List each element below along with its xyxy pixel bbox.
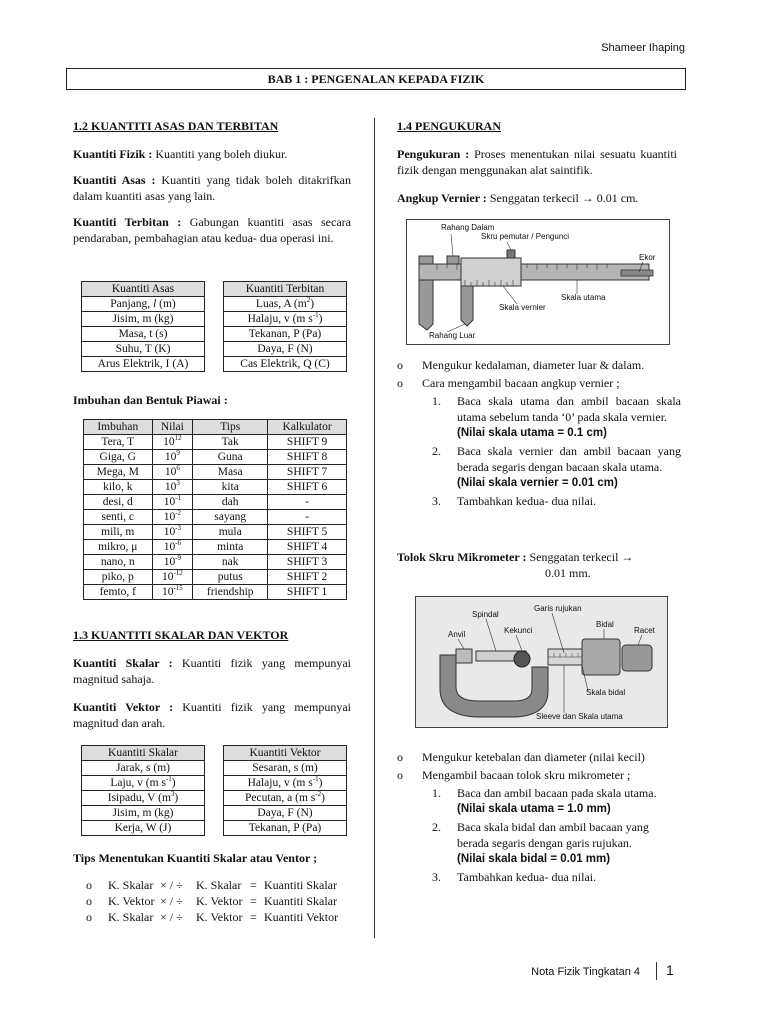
- list-item: o Mengukur ketebalan dan diameter (nilai kecil): [397, 750, 645, 764]
- label-skru: Skru pemutar / Pengunci: [481, 232, 570, 241]
- table-cell: Tera, T: [84, 435, 153, 450]
- imbuhan-heading: Imbuhan dan Bentuk Piawai :: [73, 393, 228, 407]
- table-cell: $10^{-9}$: [152, 555, 193, 570]
- table-cell: Giga, G: [84, 450, 153, 465]
- table-row: [84, 510, 347, 525]
- table-cell: Daya, F (N): [224, 342, 347, 357]
- table-cell: $10^9$: [152, 450, 193, 465]
- table-cell: SHIFT 8: [268, 450, 347, 465]
- table-cell: SHIFT 5: [268, 525, 347, 540]
- table-row: [84, 570, 347, 585]
- section-1-2-heading: 1.2 KUANTITI ASAS DAN TERBITAN: [73, 119, 279, 133]
- table-cell: Daya, F (N): [224, 806, 347, 821]
- table-cell: Pecutan, a (m $s^{-2}$): [224, 791, 347, 806]
- table-row: [84, 495, 347, 510]
- kuantiti-vektor-def: Kuantiti Vektor : Kuantiti fizik yang mempunyai magnitud dan arah.: [73, 700, 351, 730]
- kuantiti-asas-def: Kuantiti Asas : Kuantiti yang tidak boleh ditakrifkan dalam kuantiti asas yang lain.: [73, 173, 351, 203]
- step-note: (Nilai skala utama = 0.1 cm): [457, 427, 607, 439]
- vernier-caliper-illustration: [407, 220, 669, 344]
- label-rahang-luar: Rahang Luar: [429, 331, 476, 340]
- label-garis-rujukan: Garis rujukan: [534, 604, 582, 613]
- table-cell: putus: [193, 570, 268, 585]
- table-header: Kuantiti Terbitan: [224, 282, 347, 297]
- table-cell: piko, p: [84, 570, 153, 585]
- pengukuran-def: Pengukuran : Proses menentukan nilai sesuatu kuantiti fizik dengan menggunakan alat saintifik.: [397, 147, 677, 177]
- tips-heading: Tips Menentukan Kuantiti Skalar atau Ventor ;: [73, 851, 318, 865]
- table-cell: Guna: [193, 450, 268, 465]
- step-item: 3. Tambahkan kedua- dua nilai.: [432, 494, 597, 508]
- table-cell: Suhu, T (K): [82, 342, 205, 357]
- table-row: [84, 540, 347, 555]
- table-cell: $10^{12}$: [152, 435, 193, 450]
- vernier-def: Angkup Vernier : Senggatan terkecil → 0.01 cm.: [397, 191, 639, 205]
- table-cell: Masa: [193, 465, 268, 480]
- table-cell: Isipadu, V $(m^3)$: [82, 791, 205, 806]
- mikrometer-notes: [397, 749, 681, 885]
- step-item: 2. Baca skala vernier dan ambil bacaan yang berada segaris dengan bacaan skala utama.: [432, 444, 681, 474]
- label-anvil: Anvil: [448, 630, 466, 639]
- kuantiti-fizik-def: Kuantiti Fizik : Kuantiti yang boleh diukur.: [73, 147, 288, 161]
- table-cell: SHIFT 7: [268, 465, 347, 480]
- table-cell: Mega, M: [84, 465, 153, 480]
- imbuhan-table: [83, 419, 347, 600]
- chapter-title: BAB 1 : PENGENALAN KEPADA FIZIK: [66, 68, 686, 90]
- table-cell: Jisim, m (kg): [82, 312, 205, 327]
- table-header: Nilai: [152, 420, 193, 435]
- table-cell: Halaju, v (m $s^{-1}$): [224, 312, 347, 327]
- left-column-lower: [73, 627, 351, 731]
- section-1-4-heading: 1.4 PENGUKURAN: [397, 119, 501, 133]
- kuantiti-terbitan-table: [223, 281, 347, 372]
- table-row: [84, 555, 347, 570]
- table-cell: Luas, A $(m^2)$: [224, 297, 347, 312]
- table-header: Imbuhan: [84, 420, 153, 435]
- table-row: [84, 525, 347, 540]
- table-row: [84, 450, 347, 465]
- label-skala-utama: Skala utama: [561, 293, 606, 302]
- table-cell: desi, d: [84, 495, 153, 510]
- step-item: 1. Baca dan ambil bacaan pada skala utama.: [432, 786, 657, 800]
- table-cell: Arus Elektrik, I (A): [82, 357, 205, 372]
- table-row: [84, 465, 347, 480]
- table-cell: Tekanan, P (Pa): [224, 327, 347, 342]
- table-cell: -: [268, 510, 347, 525]
- footer-text: Nota Fizik Tingkatan 4: [531, 966, 640, 978]
- table-row: [84, 480, 347, 495]
- table-cell: Jarak, s (m): [82, 761, 205, 776]
- table-cell: $10^{-15}$: [152, 585, 193, 600]
- label-skala-vernier: Skala vernier: [499, 303, 546, 312]
- section-1-3-heading: 1.3 KUANTITI SKALAR DAN VEKTOR: [73, 628, 289, 642]
- table-cell: mili, m: [84, 525, 153, 540]
- kuantiti-asas-table: [81, 281, 205, 372]
- label-racet: Racet: [634, 626, 655, 635]
- table-cell: Tekanan, P (Pa): [224, 821, 347, 836]
- table-cell: Sesaran, s (m): [224, 761, 347, 776]
- table-cell: Tak: [193, 435, 268, 450]
- table-cell: femto, f: [84, 585, 153, 600]
- table-header: Kuantiti Skalar: [82, 746, 205, 761]
- table-header: Kuantiti Vektor: [224, 746, 347, 761]
- table-row: [84, 435, 347, 450]
- table-cell: $10^{-3}$: [152, 525, 193, 540]
- table-cell: mula: [193, 525, 268, 540]
- author-name: Shameer Ihaping: [601, 42, 685, 54]
- table-header: Kuantiti Asas: [82, 282, 205, 297]
- table-cell: nak: [193, 555, 268, 570]
- step-item: 1. Baca skala utama dan ambil bacaan skala utama sebelum tanda ‘0’ pada skala vernier.: [432, 394, 681, 424]
- table-cell: friendship: [193, 585, 268, 600]
- label-bidal: Bidal: [596, 620, 614, 629]
- kuantiti-skalar-table: [81, 745, 205, 836]
- step-note: (Nilai skala utama = 1.0 mm): [457, 803, 611, 815]
- tip-item: o K. Skalar × / ÷ K. Vektor = Kuantiti Vektor: [86, 910, 339, 924]
- right-column: [397, 118, 677, 206]
- step-item: 3. Tambahkan kedua- dua nilai.: [432, 870, 597, 884]
- column-divider: [374, 118, 375, 938]
- table-cell: Cas Elektrik, Q (C): [224, 357, 347, 372]
- table-cell: $10^3$: [152, 480, 193, 495]
- list-item: o Mengukur kedalaman, diameter luar & dalam.: [397, 358, 645, 372]
- table-cell: $10^{-2}$: [152, 510, 193, 525]
- kuantiti-vektor-table: [223, 745, 347, 836]
- table-cell: kita: [193, 480, 268, 495]
- kuantiti-terbitan-def: Kuantiti Terbitan : Gabungan kuantiti asas secara pendaraban, pembahagian atau kedua- dua operasi ini.: [73, 215, 351, 245]
- table-cell: nano, n: [84, 555, 153, 570]
- tips-list: [86, 877, 356, 925]
- table-cell: $10^6$: [152, 465, 193, 480]
- table-cell: -: [268, 495, 347, 510]
- tip-item: o K. Vektor × / ÷ K. Vektor = Kuantiti Skalar: [86, 894, 337, 908]
- tip-item: o K. Skalar × / ÷ K. Skalar = Kuantiti Skalar: [86, 878, 337, 892]
- step-item: 2. Baca skala bidal dan ambil bacaan yang berada segaris dengan garis rujukan.: [432, 820, 649, 850]
- table-cell: kilo, k: [84, 480, 153, 495]
- label-skala-bidal: Skala bidal: [586, 688, 626, 697]
- page-number: 1: [666, 962, 674, 978]
- table-row: [84, 585, 347, 600]
- table-cell: mikro, μ: [84, 540, 153, 555]
- table-header: Kalkulator: [268, 420, 347, 435]
- table-cell: SHIFT 9: [268, 435, 347, 450]
- label-sleeve: Sleeve dan Skala utama: [536, 712, 623, 721]
- table-cell: $10^{-12}$: [152, 570, 193, 585]
- table-cell: SHIFT 1: [268, 585, 347, 600]
- vernier-notes: [397, 357, 681, 509]
- table-header: Tips: [193, 420, 268, 435]
- list-item: o Cara mengambil bacaan angkup vernier ;: [397, 376, 620, 390]
- kuantiti-skalar-def: Kuantiti Skalar : Kuantiti fizik yang mempunyai magnitud sahaja.: [73, 656, 351, 686]
- micrometer-illustration: [416, 597, 667, 727]
- table-cell: SHIFT 6: [268, 480, 347, 495]
- table-cell: minta: [193, 540, 268, 555]
- vernier-caliper-figure: [406, 219, 670, 345]
- micrometer-figure: [415, 596, 668, 728]
- left-column: [73, 118, 351, 246]
- table-cell: SHIFT 4: [268, 540, 347, 555]
- list-item: o Mengambil bacaan tolok skru mikrometer ;: [397, 768, 631, 782]
- table-cell: senti, c: [84, 510, 153, 525]
- table-cell: Panjang, l (m): [82, 297, 205, 312]
- footer-divider: [656, 962, 657, 980]
- table-cell: SHIFT 3: [268, 555, 347, 570]
- table-cell: Masa, t (s): [82, 327, 205, 342]
- label-rahang-dalam: Rahang Dalam: [441, 223, 495, 232]
- label-kekunci: Kekunci: [504, 626, 533, 635]
- table-cell: Kerja, W (J): [82, 821, 205, 836]
- table-cell: SHIFT 2: [268, 570, 347, 585]
- step-note: (Nilai skala bidal = 0.01 mm): [457, 853, 611, 865]
- table-cell: $10^{-1}$: [152, 495, 193, 510]
- table-cell: Halaju, v (m $s^{-1}$): [224, 776, 347, 791]
- table-cell: dah: [193, 495, 268, 510]
- mikrometer-def: Tolok Skru Mikrometer : Senggatan terkecil → 0.01 mm.: [397, 550, 634, 580]
- table-cell: Jisim, m (kg): [82, 806, 205, 821]
- step-note: (Nilai skala vernier = 0.01 cm): [457, 477, 618, 489]
- label-spindal: Spindal: [472, 610, 499, 619]
- label-ekor: Ekor: [639, 253, 656, 262]
- table-cell: sayang: [193, 510, 268, 525]
- table-cell: Laju, v (m $s^{-1}$): [82, 776, 205, 791]
- table-cell: $10^{-6}$: [152, 540, 193, 555]
